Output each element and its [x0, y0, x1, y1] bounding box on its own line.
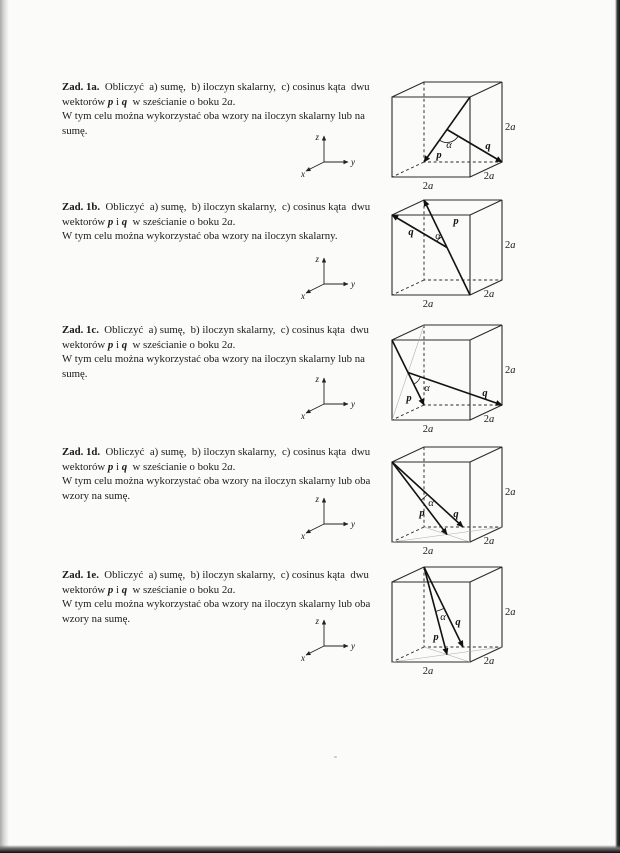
axis-z-label: z	[315, 494, 319, 504]
axis-y-label: y	[351, 157, 355, 167]
edge-label-bottom: 2a	[422, 546, 434, 557]
vector-q-label: q	[455, 617, 461, 628]
problem-number: Zad. 1c.	[62, 324, 99, 336]
problem-line-4: wzory na sumę.	[62, 489, 131, 502]
axis-z-label: z	[315, 616, 319, 626]
angle-alpha-label: α	[428, 498, 434, 509]
edge-length-symbol: a	[227, 583, 233, 596]
vector-p-label: p	[453, 216, 459, 227]
problem-line-3: W tym celu można wykorzystać oba wzory na iloczyn skalarny lub oba	[62, 475, 371, 488]
vector-q	[447, 130, 502, 163]
vector-q-symbol: q	[121, 460, 128, 473]
edge-label-depth: 2a	[483, 171, 495, 182]
text-fragment: w sześcianie o boku 2	[127, 95, 228, 108]
vector-q	[424, 567, 463, 647]
text-fragment: i	[113, 215, 122, 228]
axis-x	[306, 524, 324, 533]
axis-x-label: x	[301, 411, 305, 421]
problem-title-line	[62, 568, 396, 583]
axis-y-label: y	[351, 519, 355, 529]
edge-label-depth: 2a	[483, 289, 495, 300]
problem-line-4: sumę.	[62, 367, 88, 380]
axis-x	[306, 162, 324, 171]
edge-length-symbol: a	[227, 215, 233, 228]
vector-q-label: q	[408, 227, 414, 238]
problem-number: Zad. 1d.	[62, 446, 101, 458]
edge-label-right: 2a	[505, 365, 516, 376]
vector-q-symbol: q	[121, 338, 128, 351]
axes-triad	[294, 368, 356, 420]
text-fragment: wektorów	[62, 338, 108, 351]
text-fragment: .	[232, 95, 236, 108]
axis-z-label: z	[315, 374, 319, 384]
axis-x	[306, 404, 324, 413]
axis-y-label: y	[351, 641, 355, 651]
text-fragment: .	[232, 215, 236, 228]
axis-y-label: y	[351, 279, 355, 289]
angle-arc	[414, 377, 421, 385]
problem-line-2	[62, 95, 396, 110]
vector-q-label: q	[482, 388, 488, 399]
text-fragment: i	[113, 583, 122, 596]
axes-triad	[294, 488, 356, 540]
scan-edge-right	[615, 0, 620, 853]
edge-label-depth: 2a	[483, 414, 495, 425]
problem-line-4: wzory na sumę.	[62, 612, 131, 625]
vector-p-symbol: p	[107, 338, 114, 351]
problem-text-1b	[62, 200, 396, 244]
edge-label-right: 2a	[505, 122, 516, 133]
problem-line-3: W tym celu można wykorzystać oba wzory na iloczyn skalarny lub na	[62, 110, 365, 123]
vector-p-symbol: p	[107, 460, 114, 473]
text-fragment: wektorów	[62, 583, 108, 596]
vector-p-label: p	[419, 508, 425, 519]
problem-line-2	[62, 215, 396, 230]
text-fragment: wektorów	[62, 95, 108, 108]
vector-p-label: p	[406, 393, 412, 404]
problem-title-line	[62, 200, 396, 215]
scan-edge-left	[0, 0, 9, 853]
text-fragment: w sześcianie o boku 2	[127, 583, 228, 596]
problem-title-line	[62, 323, 396, 338]
angle-alpha-label: α	[424, 383, 430, 394]
edge-label-right: 2a	[505, 607, 516, 618]
problem-statement: Obliczyć a) sumę, b) iloczyn skalarny, c) cosinus kąta dwu	[98, 569, 369, 581]
text-fragment: wektorów	[62, 215, 108, 228]
axis-x-label: x	[301, 169, 305, 179]
problem-line-2	[62, 583, 396, 598]
vector-p	[392, 462, 447, 535]
text-fragment: w sześcianie o boku 2	[127, 215, 228, 228]
axis-y-label: y	[351, 399, 355, 409]
problem-statement: Obliczyć a) sumę, b) iloczyn skalarny, c) cosinus kąta dwu	[100, 446, 371, 458]
text-fragment: w sześcianie o boku 2	[127, 338, 228, 351]
problem-line-2	[62, 460, 396, 475]
problem-line-2	[62, 338, 396, 353]
vector-q-symbol: q	[121, 95, 128, 108]
edge-label-bottom: 2a	[422, 181, 434, 192]
cube-diagram-1e	[384, 558, 518, 682]
cube-diagram-1b	[384, 191, 518, 315]
edge-label-bottom: 2a	[422, 299, 434, 310]
problem-title-line	[62, 445, 396, 460]
vector-p-symbol: p	[107, 215, 114, 228]
scan-edge-bottom	[0, 845, 620, 853]
axes-triad	[294, 248, 356, 300]
problem-line-3: W tym celu można wykorzystać oba wzory na iloczyn skalarny lub oba	[62, 598, 371, 611]
problem-line-3: W tym celu można wykorzystać oba wzory na iloczyn skalarny.	[62, 230, 338, 243]
text-fragment: i	[113, 338, 122, 351]
vector-q-symbol: q	[121, 215, 128, 228]
edge-length-symbol: a	[227, 338, 233, 351]
angle-alpha-label: α	[446, 140, 452, 151]
edge-label-right: 2a	[505, 487, 516, 498]
edge-label-bottom: 2a	[422, 666, 434, 677]
scan-speck	[334, 756, 337, 758]
axes-triad	[294, 610, 356, 662]
problem-statement: Obliczyć a) sumę, b) iloczyn skalarny, c) cosinus kąta dwu	[99, 81, 370, 93]
axis-x	[306, 284, 324, 293]
problem-statement: Obliczyć a) sumę, b) iloczyn skalarny, c) cosinus kąta dwu	[100, 201, 371, 213]
vector-p-symbol: p	[107, 583, 114, 596]
edge-label-bottom: 2a	[422, 424, 434, 435]
vector-p-symbol: p	[107, 95, 114, 108]
edge-label-depth: 2a	[483, 536, 495, 547]
cube-diagram-1a	[384, 73, 518, 197]
cube-edges	[392, 447, 502, 542]
cube-diagram-1c	[384, 316, 518, 440]
text-fragment: w sześcianie o boku 2	[127, 460, 228, 473]
axis-z-label: z	[315, 254, 319, 264]
vector-p-label: p	[436, 150, 442, 161]
axis-x-label: x	[301, 653, 305, 663]
axis-x-label: x	[301, 291, 305, 301]
text-fragment: i	[113, 460, 122, 473]
edge-label-depth: 2a	[483, 656, 495, 667]
edge-length-symbol: a	[227, 95, 233, 108]
angle-alpha-label: α	[440, 612, 446, 623]
cube-diagram-1d	[384, 438, 518, 562]
edge-label-right: 2a	[505, 240, 516, 251]
axis-z-label: z	[315, 132, 319, 142]
text-fragment: .	[232, 460, 236, 473]
edge-length-symbol: a	[227, 460, 233, 473]
vector-q-label: q	[453, 509, 459, 520]
problem-number: Zad. 1e.	[62, 569, 99, 581]
axes-triad	[294, 126, 356, 178]
angle-alpha-label: α	[435, 231, 441, 242]
problem-line-4: sumę.	[62, 124, 88, 137]
problem-statement: Obliczyć a) sumę, b) iloczyn skalarny, c) cosinus kąta dwu	[98, 324, 369, 336]
text-fragment: i	[113, 95, 122, 108]
vector-q-label: q	[485, 141, 491, 152]
vector-p-label: p	[433, 632, 439, 643]
text-fragment: .	[232, 583, 236, 596]
axis-x	[306, 646, 324, 655]
vector-q-symbol: q	[121, 583, 128, 596]
problem-number: Zad. 1b.	[62, 201, 101, 213]
text-fragment: .	[232, 338, 236, 351]
problem-title-line	[62, 80, 396, 95]
problem-number: Zad. 1a.	[62, 81, 100, 93]
text-fragment: wektorów	[62, 460, 108, 473]
axis-x-label: x	[301, 531, 305, 541]
problem-line-3: W tym celu można wykorzystać oba wzory na iloczyn skalarny lub na	[62, 353, 365, 366]
